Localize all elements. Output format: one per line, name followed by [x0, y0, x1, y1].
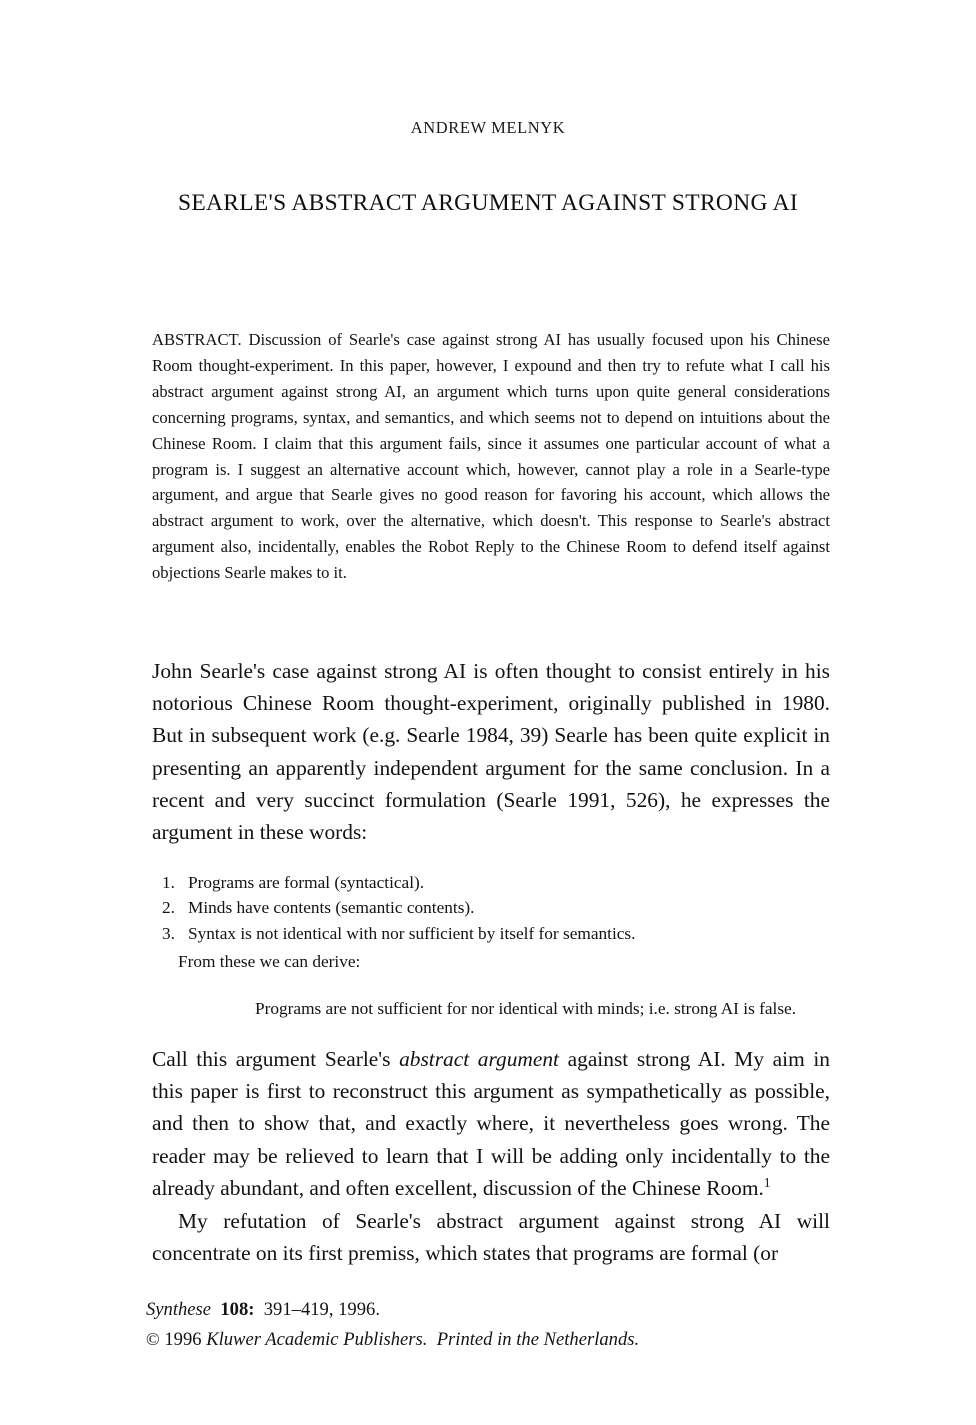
copyright-year: 1996 — [164, 1329, 202, 1350]
list-item-label: Programs are formal (syntactical). — [188, 873, 425, 892]
derivation-intro: From these we can derive: — [178, 952, 361, 971]
page-title: SEARLE'S ABSTRACT ARGUMENT AGAINST STRONG AI — [177, 190, 799, 216]
call-text-before: Call this argument Searle's — [152, 1047, 400, 1071]
printed-in-note: Printed in the Netherlands. — [436, 1329, 640, 1350]
emphasis-abstract-argument: abstract argument — [399, 1047, 559, 1071]
list-item — [162, 895, 830, 920]
footer-citation-line — [146, 1295, 846, 1325]
journal-volume: 108: — [220, 1299, 255, 1320]
body-paragraph-intro: John Searle's case against strong AI is often thought to consist entirely in his notorious Chinese Room thought-experiment, originally published in 1980. But in subsequent work (e.g. Searle 1984, 39) Searle has been quite explicit in presenting an apparently independent argument for the same conclusion. In a recent and very succinct formulation (Searle 1991, 526), he expresses the argument in these words: — [152, 659, 830, 845]
publisher-name: Kluwer Academic Publishers. — [206, 1329, 428, 1350]
author-name: ANDREW MELNYK — [410, 118, 566, 137]
list-item-number: 2. — [162, 898, 175, 918]
journal-pages-year: 391–419, 1996. — [263, 1299, 380, 1320]
journal-footer — [146, 1295, 846, 1355]
footer-copyright-line — [146, 1325, 846, 1355]
footnote-marker: 1 — [763, 1174, 771, 1190]
call-text-after: against strong AI. My aim in this paper is first to reconstruct this argument as sympathetically as possible, and then to show that, and exactly where, it nevertheless goes wrong. The reader may be relieved to learn that I will be adding only incidentally to the already abundant, and often excellent, discussion of the Chinese Room. — [152, 1047, 830, 1200]
list-item-number: 3. — [162, 923, 175, 943]
list-item — [162, 870, 830, 895]
premiss-list — [162, 870, 830, 946]
journal-name: Synthese — [146, 1299, 212, 1320]
list-item — [162, 921, 830, 946]
derived-conclusion: Programs are not sufficient for nor identical with minds; i.e. strong AI is false. — [255, 999, 797, 1018]
list-item-number: 1. — [162, 873, 175, 892]
list-item-label: Minds have contents (semantic contents). — [188, 898, 475, 918]
abstract-paragraph: ABSTRACT. Discussion of Searle's case against strong AI has usually focused upon his Chinese Room thought-experiment. In this paper, however, I expound and then try to refute what I call his abstract argument against strong AI, an argument which turns upon quite general considerations concerning programs, syntax, and semantics, and which seems not to depend on intuitions about the Chinese Room. I claim that this argument fails, since it assumes one particular account of what a program is. I suggest an alternative account which, however, cannot play a role in a Searle-type argument, and argue that Searle gives no good reason for favoring his account, which allows the abstract argument to work, over the alternative, which doesn't. This response to Searle's abstract argument also, incidentally, enables the Robot Reply to the Chinese Room to defend itself against objections Searle makes to it. — [152, 330, 830, 583]
body-paragraph-call — [152, 1043, 830, 1204]
list-item-label: Syntax is not identical with nor sufficient by itself for semantics. — [188, 923, 636, 943]
copyright-icon: © — [146, 1329, 160, 1349]
body-paragraph-refutation: My refutation of Searle's abstract argument against strong AI will concentrate on its first premiss, which states that programs are formal (or — [152, 1209, 830, 1266]
